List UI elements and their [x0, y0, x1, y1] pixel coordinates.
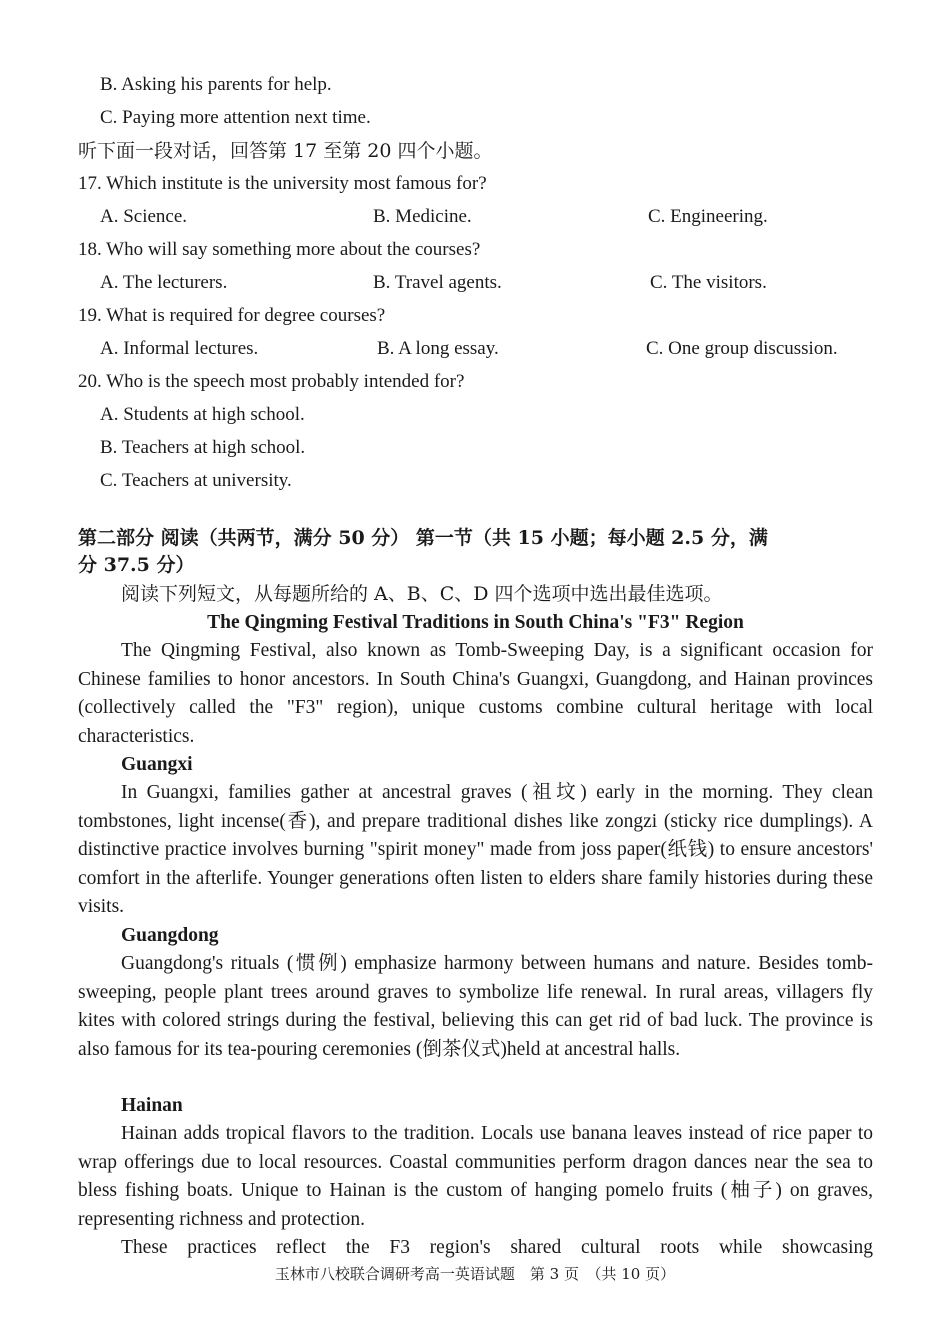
question-18-option-b: B. Travel agents.	[373, 272, 502, 293]
passage-intro: The Qingming Festival, also known as Tomb-Sweeping Day, is a significant occasion for Chinese families to honor ancestors. In South China's Guangxi, Guangdong, and Hainan provinces (collectively called the "F3" region), unique customs combine cultural heritage with local characteristics.	[78, 640, 873, 747]
heading-hainan: Hainan	[121, 1095, 183, 1116]
question-18-option-a: A. The lecturers.	[100, 272, 228, 293]
reading-instruction: 阅读下列短文，从每题所给的 A、B、C、D 四个选项中选出最佳选项。	[121, 583, 723, 605]
question-19-option-b: B. A long essay.	[377, 338, 499, 359]
section-header-line1: 第二部分 阅读（共两节，满分 50 分） 第一节（共 15 小题；每小题 2.5 分，满	[78, 527, 768, 549]
question-17-option-c: C. Engineering.	[648, 206, 768, 227]
listening-instruction: 听下面一段对话，回答第 17 至第 20 四个小题。	[78, 140, 493, 162]
question-17-option-b: B. Medicine.	[373, 206, 472, 227]
page-footer: 玉林市八校联合调研考高一英语试题 第 3 页 （共 10 页）	[274, 1265, 676, 1283]
heading-guangxi: Guangxi	[121, 754, 193, 775]
passage-title: The Qingming Festival Traditions in South China's "F3" Region	[207, 612, 744, 633]
heading-guangdong: Guangdong	[121, 925, 219, 946]
question-17-option-a: A. Science.	[100, 206, 188, 227]
question-17-stem: 17. Which institute is the university most famous for?	[78, 173, 487, 194]
section-header-line2: 分 37.5 分）	[78, 554, 195, 576]
paragraph-guangdong: Guangdong's rituals (惯例) emphasize harmony between humans and nature. Besides tomb-sweeping, people plant trees around graves to symbolize life renewal. In rural areas, villagers fly kites with colored strings during the festival, believing this can get rid of bad luck. The province is also famous for its tea-pouring ceremonies (倒茶仪式)held at ancestral halls.	[78, 953, 873, 1060]
question-18-option-c: C. The visitors.	[650, 272, 767, 293]
paragraph-guangxi: In Guangxi, families gather at ancestral graves (祖坟) early in the morning. They clean tombstones, light incense(香), and prepare traditional dishes like zongzi (sticky rice dumplings). A distinctive practice involves burning "spirit money" made from joss paper(纸钱) to ensure ancestors' comfort in the afterlife. Younger generations often listen to elders share family histories during these visits.	[78, 782, 873, 917]
question-20-option-b: B. Teachers at high school.	[100, 437, 306, 458]
question-19-option-a: A. Informal lectures.	[100, 338, 259, 359]
q16-option-c: C. Paying more attention next time.	[100, 107, 371, 128]
question-19-stem: 19. What is required for degree courses?	[78, 305, 386, 326]
question-20-option-a: A. Students at high school.	[100, 404, 305, 425]
question-19-option-c: C. One group discussion.	[646, 338, 838, 359]
question-20-stem: 20. Who is the speech most probably intended for?	[78, 371, 465, 392]
paragraph-hainan: Hainan adds tropical flavors to the tradition. Locals use banana leaves instead of rice paper to wrap offerings due to local resources. Coastal communities perform dragon dances near the sea to bless fishing boats. Unique to Hainan is the custom of hanging pomelo fruits (柚子) on graves, representing richness and protection.	[78, 1123, 873, 1230]
question-20-option-c: C. Teachers at university.	[100, 470, 292, 491]
paragraph-closing: These practices reflect the F3 region's shared cultural roots while showcasing	[121, 1237, 873, 1258]
question-18-stem: 18. Who will say something more about the courses?	[78, 239, 481, 260]
q16-option-b: B. Asking his parents for help.	[100, 74, 332, 95]
